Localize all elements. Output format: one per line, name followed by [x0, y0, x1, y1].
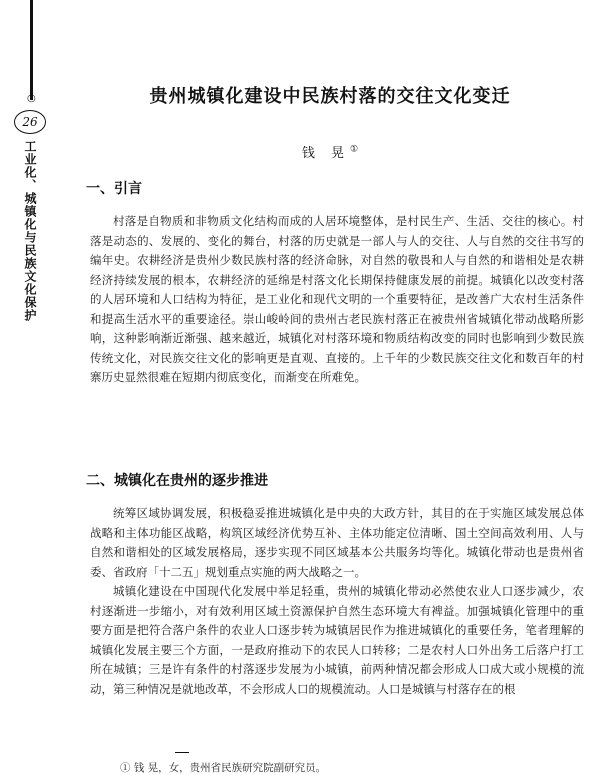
margin-rule: [30, 0, 33, 100]
paragraph: 城镇化建设在中国现代化发展中举足轻重，贵州的城镇化带动必然使农业人口逐步减少，农村逐渐进一步缩小，对有效利用区域土资源保护自然生态环境大有裨益。加强城镇化管理中的重要方面是把符合落户条件的农业人口逐步转为城镇居民作为推进城镇化的重要任务，笔者理解的城镇化发展主要三个方面，一是政府推动下的农民人口转移；二是农村人口外出务工后落户打工所在城镇；三是许有条件的村落逐步发展为小城镇，前两种情况都会形成人口成大或小规模的流动，第三种情况是就地改革，不会形成人口的规模流动。人口是城镇与村落存在的根: [90, 584, 584, 696]
page-number: 26: [14, 110, 46, 134]
section-heading-urbanization: 二、城镇化在贵州的逐步推进: [86, 473, 268, 489]
paragraph: 统筹区域协调发展，积极稳妥推进城镇化是中央的大政方针，其目的在于实施区域发展总体战略和主体功能区战略，构筑区域经济优势互补、主体功能定位清晰、国土空间高效利用、人与自然和谐相处的区域发展格局，逐步实现不同区域基本公共服务均等化。城镇化带动也是贵州省委、省政府「十二五」规划重点实施的两大战略之一。: [90, 506, 584, 579]
footnote-text: 钱 晃，女，贵州省民族研究院副研究员。: [133, 762, 327, 774]
margin-dot: ○: [27, 93, 36, 104]
article-title: 贵州城镇化建设中民族村落的交往文化变迁: [149, 86, 511, 107]
series-title: 工业化、城镇化与民族文化保护: [23, 140, 37, 322]
footnote: [120, 760, 326, 775]
section-heading-intro: 一、引言: [86, 181, 142, 197]
article-author: [60, 142, 600, 161]
footnote-mark: ①: [120, 762, 131, 774]
paragraph: 村落是自物质和非物质文化结构而成的人居环境整体，是村民生产、生活、交往的核心。村落是动态的、发展的、变化的舞台，村落的历史就是一部人与人的交往、人与自然的交往书写的编年史。农耕经济是贵州少数民族村落的经济命脉，对自然的敬畏和人与自然的和谐相处是农耕经济持续发展的根本，农耕经济的延绵是村落文化长期保持健康发展的前提。城镇化以改变村落的人居环境和人口结构为特征，是工业化和现代文明的一个重要特征，是改善广大农村生活条件和提高生活水平的重要途径。崇山峻岭间的贵州古老民族村落正在被贵州省城镇化带动战略所影响，这种影响渐近渐强、越来越近，城镇化对村落环境和物质结构改变的同时也影响到少数民族传统文化，对民族交往文化的影响更是直观、直接的。上千年的少数民族交往文化和数百年的村寨历史显然很难在短期内彻底变化，而渐变在所难免。: [90, 214, 584, 384]
author-name: 钱 晃: [301, 146, 351, 161]
footnote-rule: [175, 752, 189, 753]
author-footnote-mark: ①: [350, 144, 359, 155]
